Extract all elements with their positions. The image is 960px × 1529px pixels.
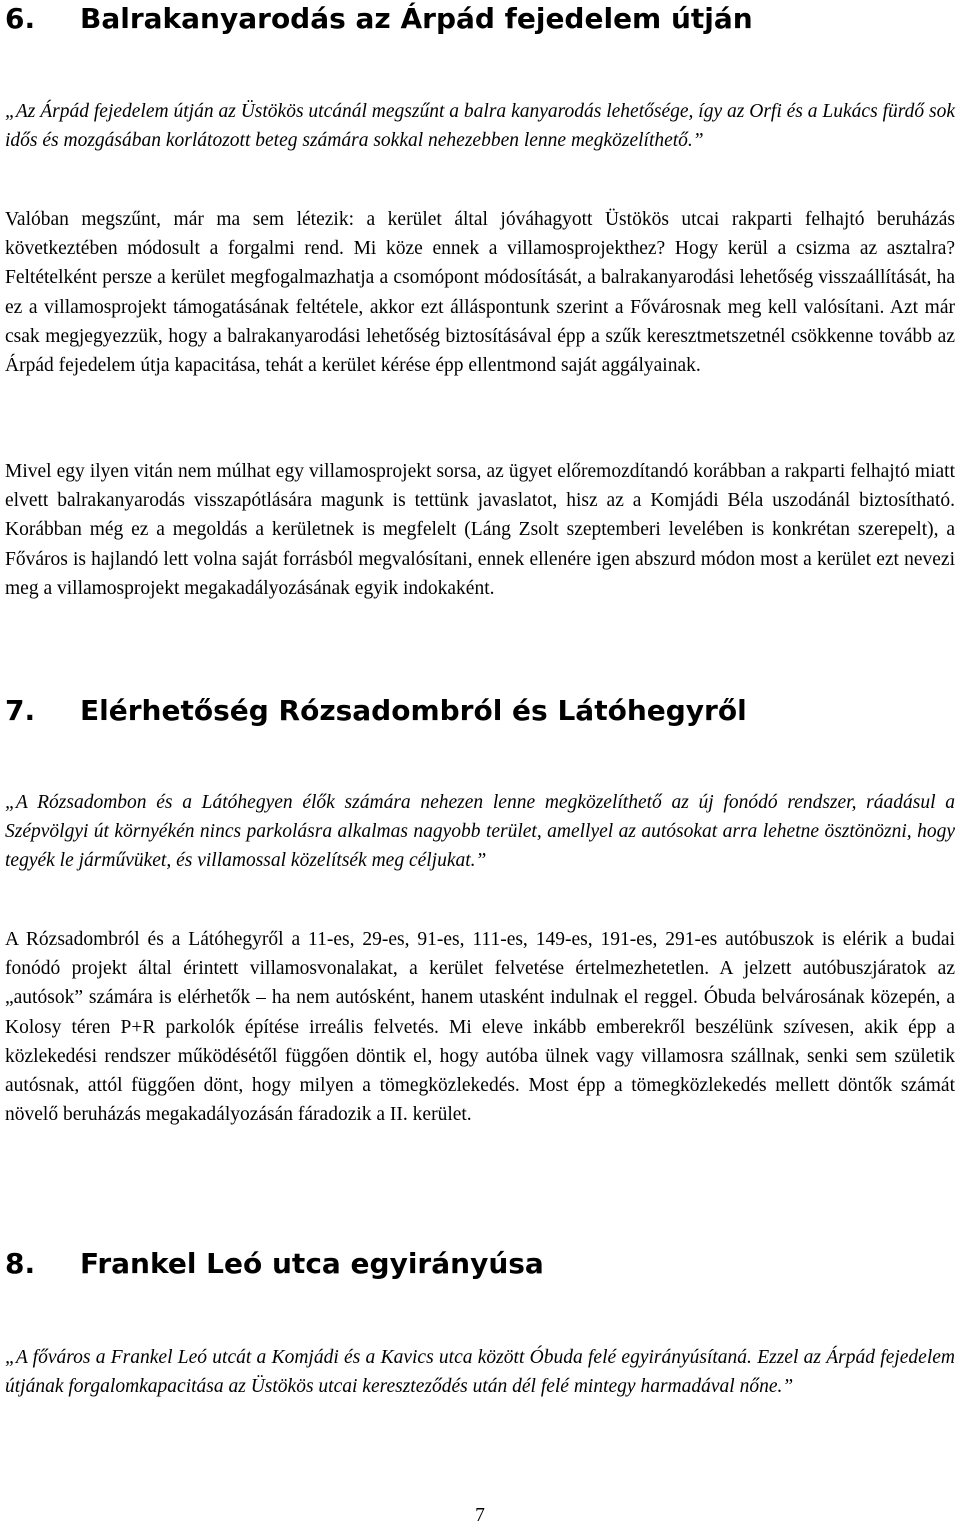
body-paragraph: A Rózsadombról és a Látóhegyről a 11-es, 29-es, 91-es, 111-es, 149-es, 191-es, 291-es autóbuszok is elérik a budai fonódó projekt által érintett villamosvonalakat, a kerület felvetése értelmezhetetlen. A jelzett autóbuszjáratok az „autósok” számára is elérhetők – ha nem autósként, hanem utasként indulnak el reggel. Óbuda belvárosának közepén, a Kolosy téren P+R parkolók építése irreális felvetés. Mi eleve inkább emberekről beszélünk szívesen, akik épp a közlekedési rendszer működésétől függően döntik el, hogy autóba ülnek vagy villamosra szállnak, senki sem születik autósnak, attól függően dönt, hogy milyen a tömegközlekedés. Most épp a tömegközlekedés mellett döntők számát növelő beruházás megakadályozásán fáradozik a II. kerület.	[5, 929, 955, 1126]
section-heading	[5, 694, 747, 727]
quote-paragraph: „Az Árpád fejedelem útján az Üstökös utcánál megszűnt a balra kanyarodás lehetősége, így az Orfi és a Lukács fürdő sok idős és mozgásában korlátozott beteg számára sokkal nehezebben lenne megközelíthető.”	[5, 101, 955, 152]
body-paragraph: Valóban megszűnt, már ma sem létezik: a kerület által jóváhagyott Üstökös utcai rakparti felhajtó beruházás következtében módosult a forgalmi rend. Mi köze ennek a villamosprojekthez? Hogy kerül a csizma az asztalra? Feltételként persze a kerület megfogalmazhatja a csomópont módosítását, a balrakanyarodási lehetőség visszaállítását, ha ez a villamosprojekt támogatásának feltétele, akkor ezt álláspontunk szerint a Fővárosnak meg kell valósítani. Azt már csak megjegyezzük, hogy a balrakanyarodási lehetőség biztosításával épp a szűk keresztmetszetnél csökkenne tovább az Árpád fejedelem útja kapacitása, tehát a kerület kérése épp ellentmond saját aggályainak.	[5, 209, 955, 377]
section-heading	[5, 2, 753, 35]
section-number: 6.	[5, 2, 36, 35]
body-paragraph: Mivel egy ilyen vitán nem múlhat egy villamosprojekt sorsa, az ügyet előremozdítandó korábban a rakparti felhajtó miatt elvett balrakanyarodás visszapótlására magunk is tettünk javaslatot, hisz az a Komjádi Béla uszodánál biztosítható. Korábban még ez a megoldás a kerületnek is megfelelt (Láng Zsolt szeptemberi levelében is konkrétan szerepelt), a Főváros is hajlandó lett volna saját forrásból megvalósítani, ennek ellenére igen abszurd módon most a kerület ezt nevezi meg a villamosprojekt megakadályozásának egyik indokaként.	[5, 461, 955, 599]
section-title: Frankel Leó utca egyirányúsa	[80, 1247, 544, 1280]
quote-paragraph: „A főváros a Frankel Leó utcát a Komjádi és a Kavics utca között Óbuda felé egyirányúsítaná. Ezzel az Árpád fejedelem útjának forgalomkapacitása az Üstökös utcai kereszteződés után dél felé mintegy harmadával nőne.”	[5, 1347, 955, 1398]
section-heading	[5, 1247, 544, 1280]
section-title: Balrakanyarodás az Árpád fejedelem útján	[80, 2, 753, 35]
quote-paragraph: „A Rózsadombon és a Látóhegyen élők számára nehezen lenne megközelíthető az új fonódó rendszer, ráadásul a Szépvölgyi út környékén nincs parkolásra alkalmas nagyobb terület, amellyel az autósokat arra lehetne ösztönözni, hogy tegyék le járművüket, és villamossal közelítsék meg céljukat.”	[5, 792, 955, 872]
page-number: 7	[475, 1505, 485, 1526]
section-number: 8.	[5, 1247, 36, 1280]
section-title: Elérhetőség Rózsadombról és Látóhegyről	[80, 694, 747, 727]
section-number: 7.	[5, 694, 36, 727]
